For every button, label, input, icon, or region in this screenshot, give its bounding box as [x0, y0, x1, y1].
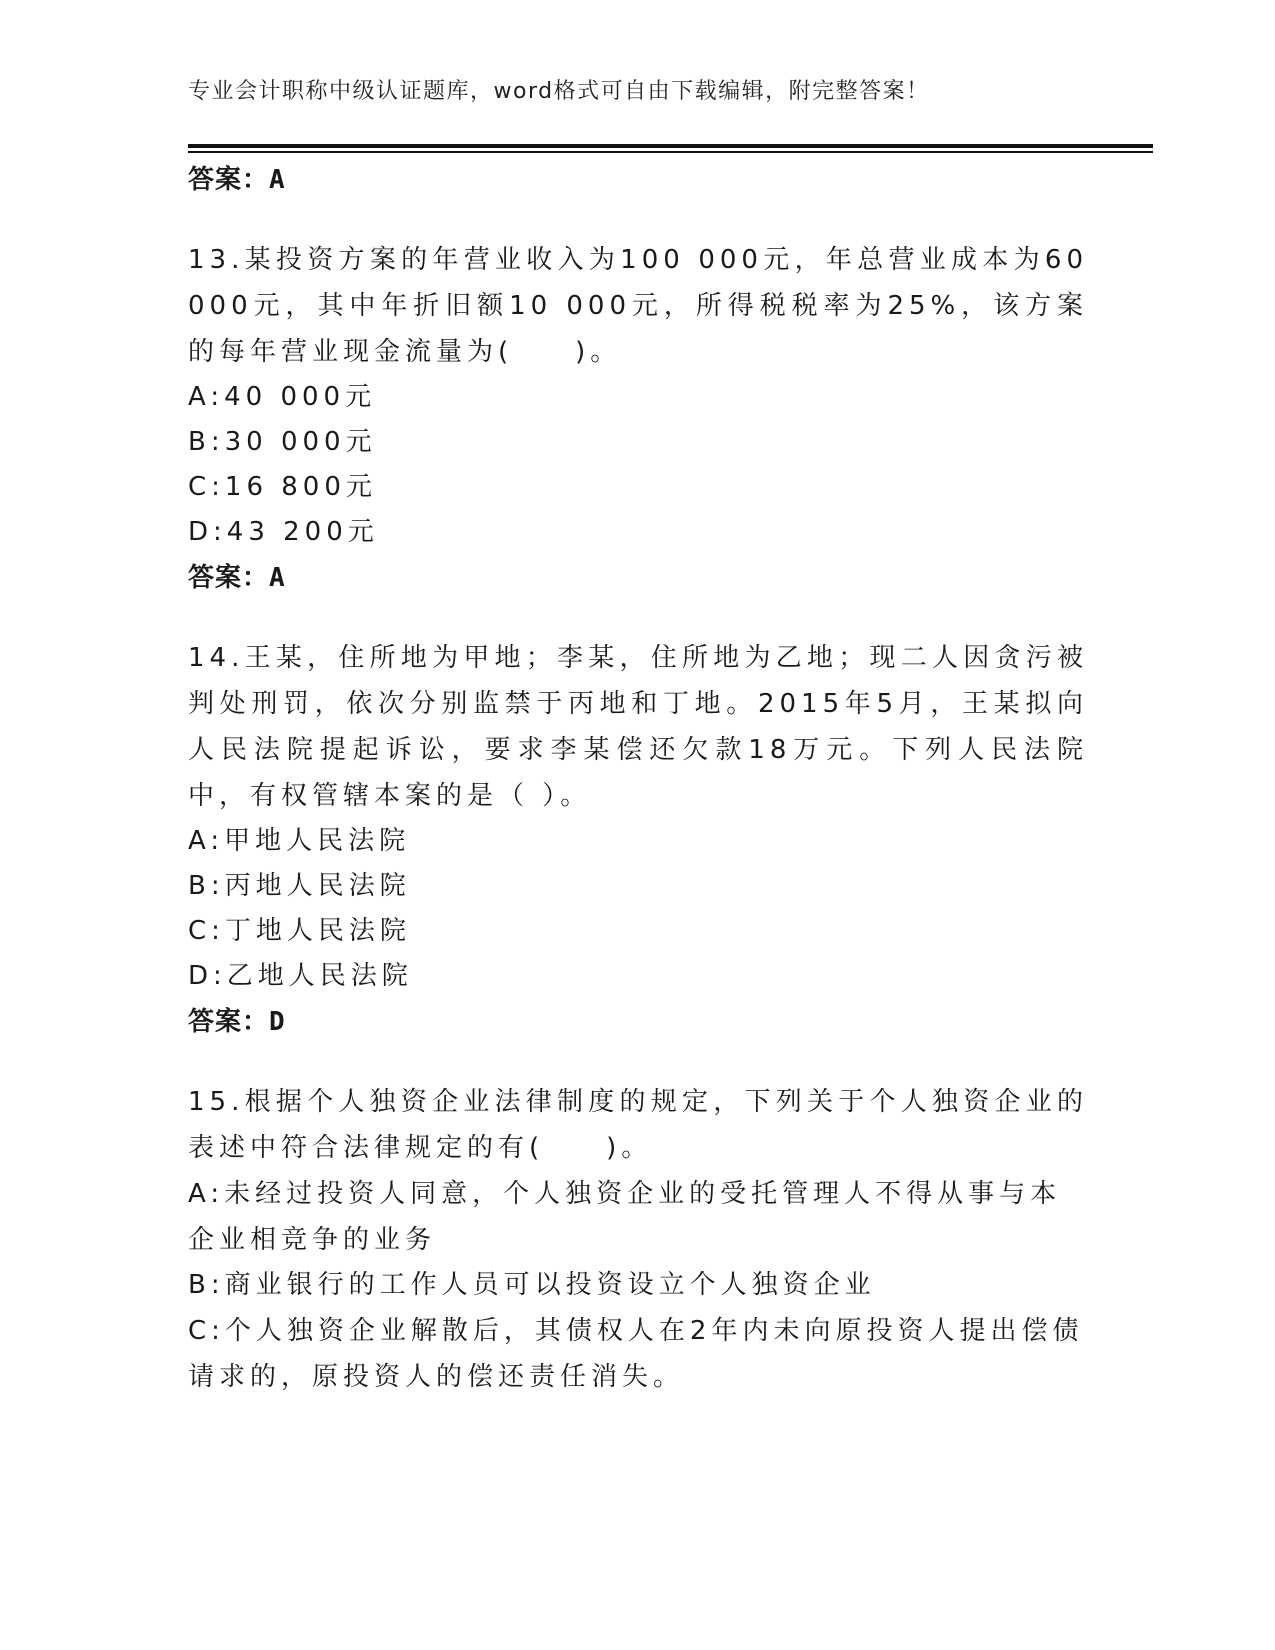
- question-13-text: 13.某投资方案的年营业收入为100 000元，年总营业成本为60 000元，其中年折旧额10 000元，所得税税率为25%，该方案的每年营业现金流量为( )。: [188, 245, 1088, 367]
- question-14-option-b: B:丙地人民法院: [188, 871, 411, 901]
- answer-label: 答案：: [188, 165, 270, 195]
- header-rule-thick: [188, 144, 1153, 148]
- answer-value: D: [269, 1007, 286, 1037]
- header-rule-thin: [188, 151, 1153, 153]
- question-14-option-d: D:乙地人民法院: [188, 961, 413, 991]
- question-13-option-b: B:30 000元: [188, 427, 377, 457]
- answer-value: A: [269, 165, 286, 195]
- question-13-answer: [188, 555, 1088, 601]
- answer-value: A: [269, 563, 286, 593]
- question-14-text: 14.王某，住所地为甲地；李某，住所地为乙地；现二人因贪污被判处刑罚，依次分别监禁于丙地和丁地。2015年5月，王某拟向人民法院提起诉讼，要求李某偿还欠款18万元。下列人民法院中，有权管辖本案的是（ ）。: [188, 643, 1088, 811]
- question-15-option-a: A:未经过投资人同意，个人独资企业的受托管理人不得从事与本企业相竞争的业务: [188, 1179, 1062, 1255]
- question-13-option-a: A:40 000元: [188, 382, 377, 412]
- answer-label: 答案：: [188, 1007, 270, 1037]
- question-14-answer: [188, 999, 1088, 1045]
- answer-label: 答案：: [188, 563, 270, 593]
- question-list: [188, 157, 1088, 1400]
- question-13-option-d: D:43 200元: [188, 517, 379, 547]
- question-14-option-c: C:丁地人民法院: [188, 916, 411, 946]
- question-15-option-b: B:商业银行的工作人员可以投资设立个人独资企业: [188, 1270, 876, 1300]
- question-15-text: 15.根据个人独资企业法律制度的规定，下列关于个人独资企业的表述中符合法律规定的有( )。: [188, 1087, 1088, 1163]
- answer-line: [188, 157, 1088, 203]
- page-header: 专业会计职称中级认证题库，word格式可自由下载编辑，附完整答案！: [188, 79, 930, 104]
- question-14-option-a: A:甲地人民法院: [188, 826, 411, 856]
- question-15-option-c: C:个人独资企业解散后，其债权人在2年内未向原投资人提出偿债请求的，原投资人的偿还责任消失。: [188, 1316, 1084, 1392]
- question-13-option-c: C:16 800元: [188, 472, 377, 502]
